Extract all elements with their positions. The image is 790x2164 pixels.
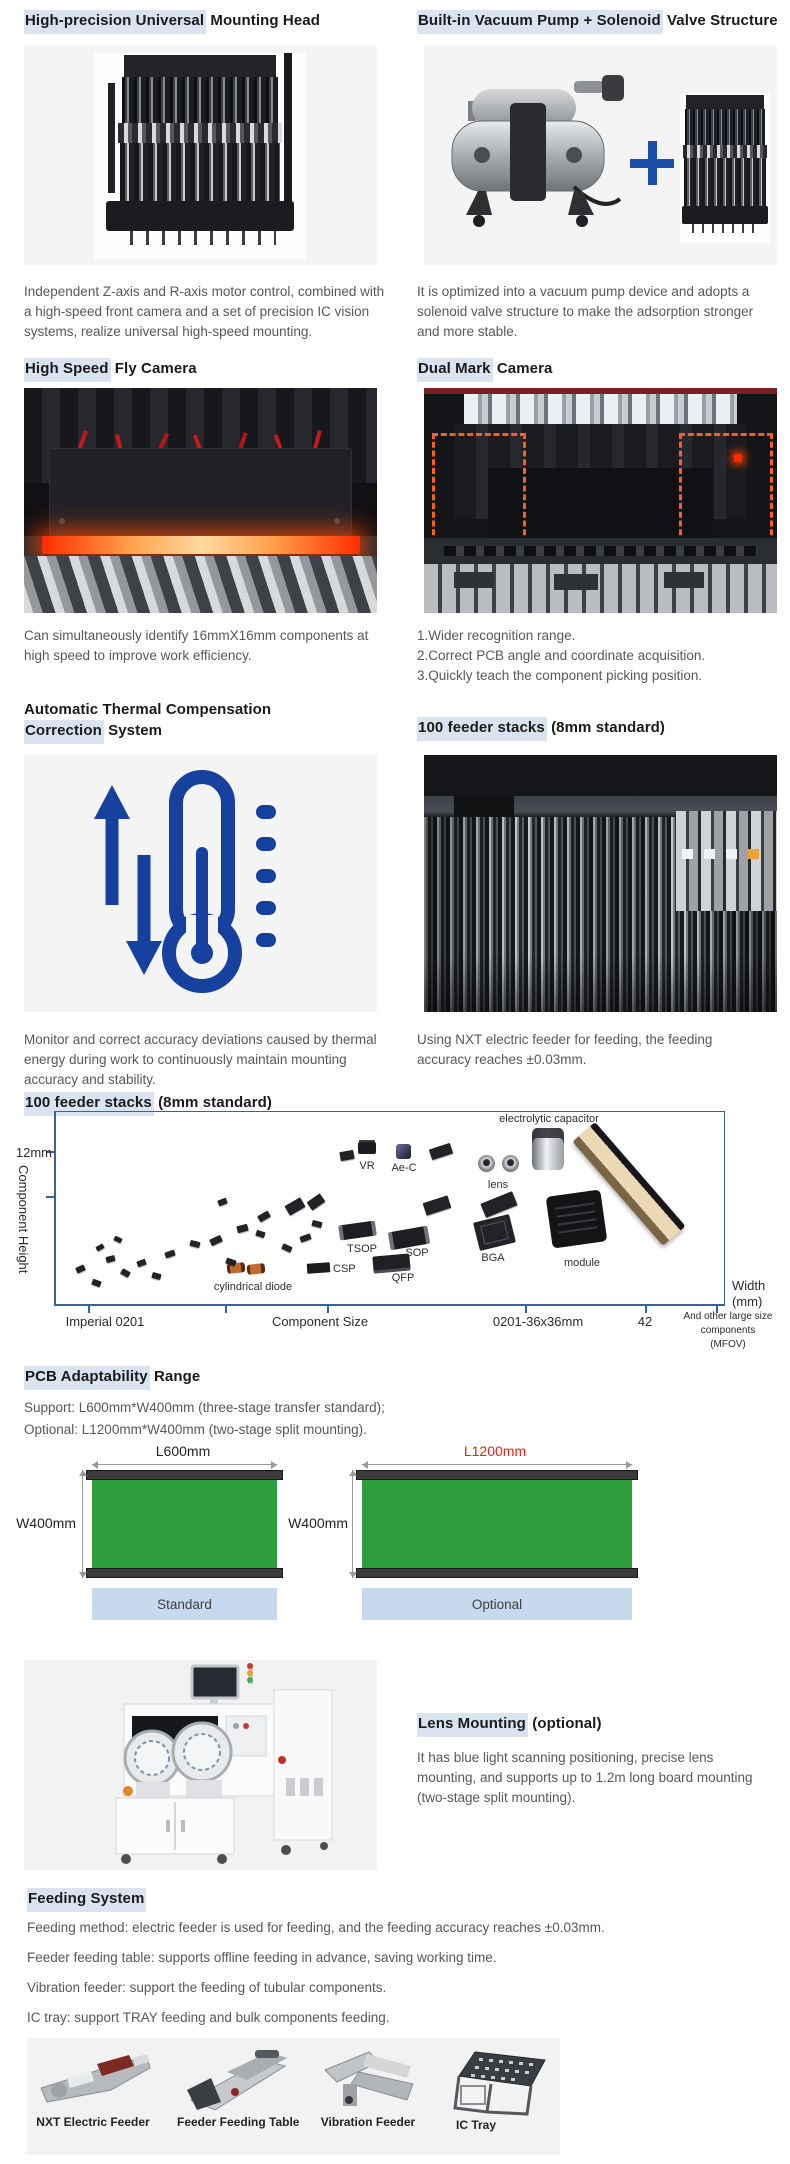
laser-light-bar <box>42 536 360 554</box>
title-rest: (8mm standard) <box>546 719 665 736</box>
y-tick <box>46 1196 55 1198</box>
section-title-vacuum-pump <box>417 12 778 29</box>
component-label-vr: VR <box>359 1160 375 1172</box>
dark-block <box>454 795 514 817</box>
optional-width-label: W400mm <box>288 1515 348 1531</box>
feeding-table-illustration <box>177 2048 297 2114</box>
feeder-stacks-description: Using NXT electric feeder for feeding, the feeding accuracy reaches ±0.03mm. <box>417 1032 713 1067</box>
small-head-photo <box>680 93 770 243</box>
standard-width-dim <box>82 1470 83 1578</box>
fly-camera-description: Can simultaneously identify 16mmX16mm components at high speed to improve work efficiency. <box>24 628 369 663</box>
x-tick <box>225 1306 227 1313</box>
title-highlight: Built-in Vacuum Pump + Solenoid <box>417 10 663 34</box>
head-lower-nozzles <box>120 143 280 201</box>
y-axis-label: Component Height <box>16 1165 31 1274</box>
component-label-tsop: TSOP <box>347 1243 377 1255</box>
component-label-sop: SOP <box>405 1247 429 1259</box>
component-label-module: module <box>563 1257 601 1269</box>
head-cable-left <box>108 83 115 193</box>
feeder-item-label: Feeder Feeding Table <box>177 2115 300 2129</box>
electric-feeders <box>676 811 777 911</box>
section-title-thermal-line2 <box>24 722 162 739</box>
bottom-fade <box>424 955 777 1012</box>
fly-camera-photo <box>24 388 377 613</box>
section-title-component-chart <box>24 1094 272 1111</box>
x-tick <box>327 1306 329 1313</box>
title-rest: Camera <box>492 360 553 377</box>
vacuum-pump-description: It is optimized into a vacuum pump device and adopts a solenoid valve structure to make the adsorption stronger and more stable. <box>417 284 754 339</box>
section-title-pcb <box>24 1368 200 1385</box>
title-highlight: High Speed <box>24 358 111 382</box>
x-tick <box>645 1306 647 1313</box>
x-axis <box>54 1304 725 1306</box>
pcb-optional-line: Optional: L1200mm*W400mm (two-stage split mounting). <box>24 1422 367 1437</box>
cylindrical-diode-component <box>247 1263 266 1275</box>
feeder-item-label: NXT Electric Feeder <box>36 2115 150 2129</box>
title-rest: System <box>103 722 163 739</box>
y-tick-label: 12mm <box>15 1145 52 1160</box>
vr-component <box>358 1142 376 1154</box>
lens-mounting-description: It has blue light scanning positioning, precise lens mounting, and supports up to 1.2m long board mounting (two-stage split mounting). <box>417 1750 753 1805</box>
section-title-lens-mounting <box>417 1715 602 1732</box>
feeding-line: Vibration feeder: support the feeding of tubular components. <box>27 1980 387 1995</box>
head-bottom-block <box>106 201 294 231</box>
vacuum-pump-photo <box>424 45 777 265</box>
standard-board <box>92 1480 277 1568</box>
title-highlight: High-precision Universal <box>24 10 206 34</box>
standard-width-label: W400mm <box>16 1515 76 1531</box>
component-label-lens: lens <box>487 1179 509 1191</box>
nozzle-rays <box>24 556 377 613</box>
machine-illustration <box>24 1660 377 1870</box>
optional-board <box>362 1480 632 1568</box>
list-item: 3.Quickly teach the component picking position. <box>417 668 703 683</box>
optional-rail-top <box>356 1470 638 1480</box>
title-rest: Valve Structure <box>662 12 778 29</box>
list-item: 1.Wider recognition range. <box>417 628 576 643</box>
section-title-feeding <box>27 1890 146 1907</box>
title-rest: (8mm standard) <box>153 1094 272 1111</box>
width-unit-label <box>732 1278 788 1310</box>
standard-rail-bottom <box>86 1568 283 1578</box>
optional-length-dim <box>362 1464 632 1465</box>
title-rest: Range <box>149 1368 201 1385</box>
component-label-aec: Ae-C <box>391 1162 417 1174</box>
y-axis <box>54 1111 56 1305</box>
component-label-diode: cylindrical diode <box>213 1281 293 1293</box>
standard-rail-top <box>86 1470 283 1480</box>
title-highlight: Lens Mounting <box>417 1713 528 1737</box>
mark-zone-right <box>679 433 773 544</box>
thermal-icon-box <box>24 755 377 1012</box>
head-connector-row <box>118 123 282 143</box>
module-texture <box>555 1198 599 1239</box>
feeding-line: Feeding method: electric feeder is used for feeding, and the feeding accuracy reaches ±0.03mm. <box>27 1920 605 1935</box>
component-label-csp: CSP <box>333 1263 356 1275</box>
plus-icon <box>630 141 674 185</box>
module-component <box>546 1189 608 1248</box>
dual-mark-photo <box>424 388 777 613</box>
mfov-line: (MFOV) <box>710 1339 746 1350</box>
title-highlight: Correction <box>24 720 104 744</box>
x-tick <box>525 1306 527 1313</box>
lens-component <box>502 1155 519 1172</box>
dual-mark-list <box>417 626 779 686</box>
width-line: Width <box>732 1278 766 1293</box>
feeding-line: IC tray: support TRAY feeding and bulk components feeding. <box>27 2010 390 2025</box>
title-rest: Mounting Head <box>206 12 321 29</box>
title-rest: (optional) <box>527 1715 602 1732</box>
standard-length-label: L600mm <box>155 1443 211 1459</box>
mark-zone-left <box>432 433 526 544</box>
title-highlight: Dual Mark <box>417 358 493 382</box>
standard-length-dim <box>92 1464 277 1465</box>
title-highlight: 100 feeder stacks <box>417 717 547 741</box>
x-tick-label: 42 <box>637 1314 653 1329</box>
head-teeth <box>124 231 276 245</box>
head-top-block <box>124 55 276 77</box>
optional-width-dim <box>352 1470 353 1578</box>
x-tick <box>88 1306 90 1313</box>
mfov-line: components <box>700 1325 756 1336</box>
thermometer-icon <box>24 755 377 1012</box>
title-rest: Fly Camera <box>110 360 197 377</box>
pcb-support-line: Support: L600mm*W400mm (three-stage transfer standard); <box>24 1400 385 1415</box>
feeder-gallery <box>27 2038 560 2155</box>
csp-component <box>307 1262 331 1274</box>
nxt-feeder-illustration <box>37 2050 152 2112</box>
feeder-item-label: IC Tray <box>455 2118 497 2132</box>
title-highlight: PCB Adaptability <box>24 1366 150 1390</box>
valve-strip <box>464 394 737 424</box>
section-title-dual-mark <box>417 360 553 377</box>
vibration-feeder-illustration <box>317 2048 427 2114</box>
list-item: 2.Correct PCB angle and coordinate acquisition. <box>417 648 706 663</box>
feeder-item-label: Vibration Feeder <box>320 2115 416 2129</box>
title-highlight: 100 feeder stacks <box>24 1092 154 1116</box>
feeding-line: Feeder feeding table: supports offline feeding in advance, saving working time. <box>27 1950 497 1965</box>
x-tick-label: 0201-36x36mm <box>492 1314 584 1329</box>
section-title-fly-camera <box>24 360 197 377</box>
component-label-capacitor: electrolytic capacitor <box>499 1113 599 1125</box>
camera-panel <box>49 448 352 536</box>
bga-inner <box>480 1220 509 1244</box>
mfov-line: And other large size <box>683 1311 773 1322</box>
x-axis-label: Component Size <box>271 1314 369 1329</box>
mounting-head-description: Independent Z-axis and R-axis motor control, combined with a high-speed front camera and a set of precision IC vision systems, realize universal high-speed mounting. <box>24 284 385 339</box>
standard-badge: Standard <box>92 1588 277 1620</box>
head-cable <box>284 53 292 203</box>
optional-length-label: L1200mm <box>463 1443 527 1459</box>
lens-component <box>478 1155 495 1172</box>
mounting-head-photo <box>24 45 377 265</box>
head-upper-nozzles <box>122 77 278 123</box>
ic-tray-illustration <box>447 2046 552 2118</box>
mfov-label <box>668 1310 788 1352</box>
electrolytic-capacitor-component <box>532 1128 564 1170</box>
section-title-thermal-line1: Automatic Thermal Compensation <box>24 701 272 718</box>
optional-rail-bottom <box>356 1568 638 1578</box>
conveyor-rail <box>424 538 777 564</box>
x-tick-label: Imperial 0201 <box>65 1314 145 1329</box>
width-line: (mm) <box>732 1294 763 1309</box>
aec-component <box>396 1144 411 1159</box>
feeder-area <box>424 564 777 613</box>
machine-photo <box>24 1660 377 1870</box>
component-label-qfp: QFP <box>391 1272 415 1284</box>
photo-background <box>94 53 306 259</box>
section-title-mounting-head <box>24 12 320 29</box>
title-highlight: Feeding System <box>27 1888 146 1912</box>
feeder-stacks-photo <box>424 755 777 1012</box>
optional-badge: Optional <box>362 1588 632 1620</box>
thermal-description: Monitor and correct accuracy deviations caused by thermal energy during work to continuously maintain mounting accuracy and stability. <box>24 1032 377 1087</box>
component-label-bga: BGA <box>481 1252 505 1264</box>
section-title-feeder-stacks <box>417 719 665 736</box>
